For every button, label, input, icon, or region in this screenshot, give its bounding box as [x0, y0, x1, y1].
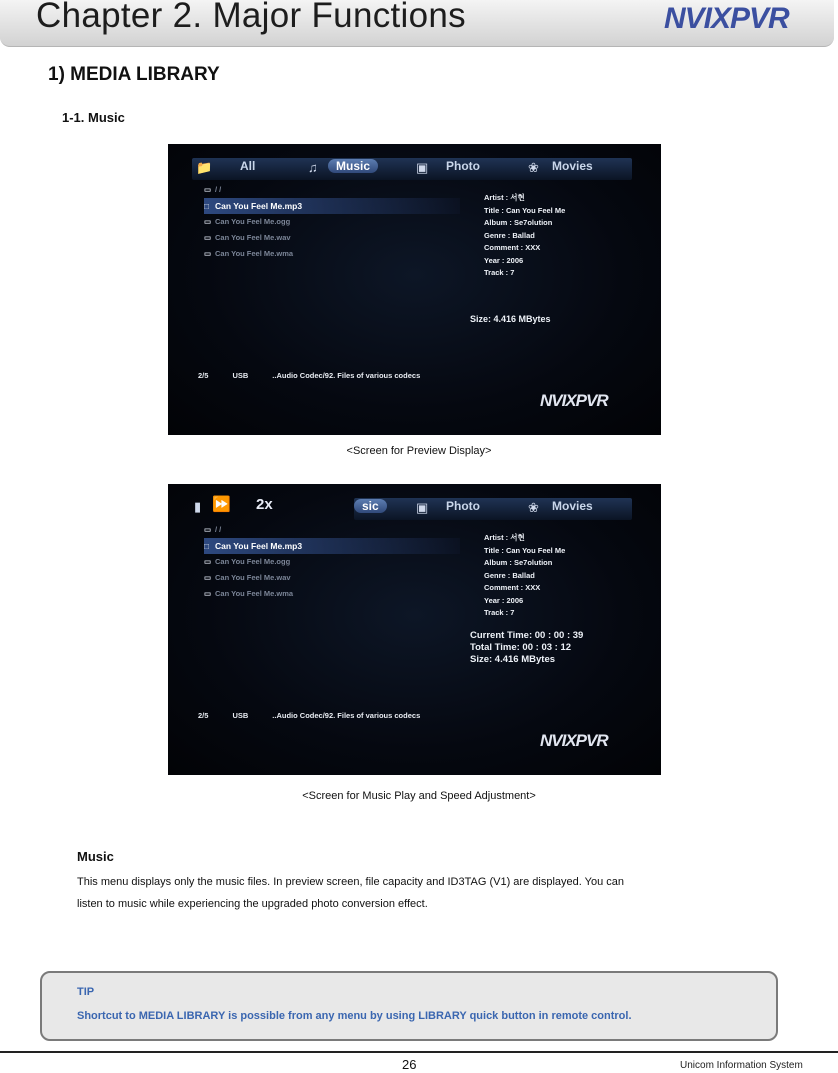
folder-icon: ▭ — [204, 185, 212, 194]
list-item: ▭ / / — [204, 522, 460, 538]
artist-text: Artist : 서현 — [484, 193, 525, 202]
music-heading: Music — [77, 849, 114, 864]
film-reel-icon: ❀ — [528, 500, 539, 515]
screen-logo: NVIXPVR — [540, 731, 608, 750]
list-item: ▭ Can You Feel Me.wav — [204, 230, 460, 246]
tab-all: All — [240, 159, 256, 173]
music-description — [77, 871, 737, 915]
album-text: Album : Se7olution — [484, 218, 553, 227]
folder-icon: ▭ — [204, 233, 212, 242]
music-file-icon: □ — [204, 201, 210, 211]
file-list — [204, 182, 460, 262]
list-item: ▭ / / — [204, 182, 460, 198]
folder-icon: ▭ — [204, 557, 212, 566]
genre-text: Genre : Ballad — [484, 570, 535, 580]
play-status-icon: ▮ — [194, 499, 202, 514]
tab-music: sic — [354, 499, 387, 513]
path-label: ..Audio Codec/92. Files of various codecs — [272, 711, 421, 720]
year-text: Year : 2006 — [484, 595, 524, 605]
list-item: ▭ Can You Feel Me.wma — [204, 246, 460, 262]
folder-icon: ▭ — [204, 525, 212, 534]
title-text: Title : Can You Feel Me — [484, 545, 566, 555]
path-label: ..Audio Codec/92. Files of various codecs — [272, 371, 421, 380]
tab-photo: Photo — [446, 159, 480, 173]
chapter-title: Chapter 2. Major Functions — [36, 0, 466, 35]
folder-icon: ▭ — [204, 217, 212, 226]
total-time: Total Time: 00 : 03 : 12 — [470, 642, 572, 653]
id3-info — [484, 532, 565, 620]
time-readout — [470, 630, 583, 666]
file-list — [204, 522, 460, 602]
fast-forward-icon: ⏩ — [212, 496, 231, 513]
list-item: ▭ Can You Feel Me.ogg — [204, 554, 460, 570]
current-time: Current Time: 00 : 00 : 39 — [470, 630, 584, 641]
tip-label: TIP — [77, 986, 95, 998]
subsection-title: 1-1. Music — [62, 110, 125, 125]
track-text: Track : 7 — [484, 268, 515, 277]
track-text: Track : 7 — [484, 608, 515, 617]
status-bar — [198, 371, 444, 380]
tab-movies: Movies — [552, 159, 593, 173]
music-description-line1: This menu displays only the music files. In preview screen, file capacity and ID3TAG (V1) are displayed. You can — [77, 876, 625, 888]
tab-music: Music — [328, 159, 378, 173]
section-title: 1) MEDIA LIBRARY — [48, 64, 220, 85]
file-size: Size: 4.416 MBytes — [470, 314, 551, 324]
music-file-icon: □ — [204, 541, 210, 551]
year-text: Year : 2006 — [484, 255, 524, 265]
speed-indicator: 2x — [256, 496, 273, 513]
tip-box — [40, 971, 778, 1041]
comment-text: Comment : XXX — [484, 243, 541, 252]
folder-icon: ▭ — [204, 589, 212, 598]
artist-text: Artist : 서현 — [484, 533, 525, 542]
footer-divider — [0, 1051, 838, 1053]
screen-logo: NVIXPVR — [540, 391, 608, 410]
genre-text: Genre : Ballad — [484, 230, 535, 240]
folder-icon: 📁 — [196, 160, 213, 175]
folder-icon: ▭ — [204, 573, 212, 582]
list-item-selected: □ Can You Feel Me.mp3 — [204, 538, 460, 554]
folder-icon: ▭ — [204, 249, 212, 258]
page-number: 26 — [402, 1057, 417, 1072]
tab-photo: Photo — [446, 499, 480, 513]
tip-text: Shortcut to MEDIA LIBRARY is possible from any menu by using LIBRARY quick button in remote control. — [77, 1010, 632, 1022]
list-item: ▭ Can You Feel Me.ogg — [204, 214, 460, 230]
comment-text: Comment : XXX — [484, 583, 541, 592]
film-reel-icon: ❀ — [528, 160, 539, 175]
list-item: ▭ Can You Feel Me.wma — [204, 586, 460, 602]
caption-preview: <Screen for Preview Display> — [346, 445, 492, 457]
source-label: USB — [232, 711, 249, 720]
play-screenshot — [168, 484, 661, 775]
page-counter: 2/5 — [198, 711, 209, 720]
caption-play: <Screen for Music Play and Speed Adjustment> — [302, 790, 536, 802]
album-text: Album : Se7olution — [484, 558, 553, 567]
music-description-line2: listen to music while experiencing the upgraded photo conversion effect. — [77, 898, 428, 910]
list-item: ▭ Can You Feel Me.wav — [204, 570, 460, 586]
source-label: USB — [232, 371, 249, 380]
company-name: Unicom Information System — [680, 1060, 803, 1071]
file-size: Size: 4.416 MBytes — [470, 654, 556, 665]
id3-info — [484, 192, 565, 280]
brand-logo: NVIXPVR — [664, 2, 789, 35]
chapter-header — [0, 0, 834, 47]
music-note-icon: ♫ — [308, 160, 318, 175]
list-item-selected: □ Can You Feel Me.mp3 — [204, 198, 460, 214]
page-counter: 2/5 — [198, 371, 209, 380]
camera-icon: ▣ — [416, 500, 429, 515]
title-text: Title : Can You Feel Me — [484, 205, 566, 215]
status-bar — [198, 711, 444, 720]
camera-icon: ▣ — [416, 160, 429, 175]
preview-screenshot — [168, 144, 661, 435]
tab-movies: Movies — [552, 499, 593, 513]
